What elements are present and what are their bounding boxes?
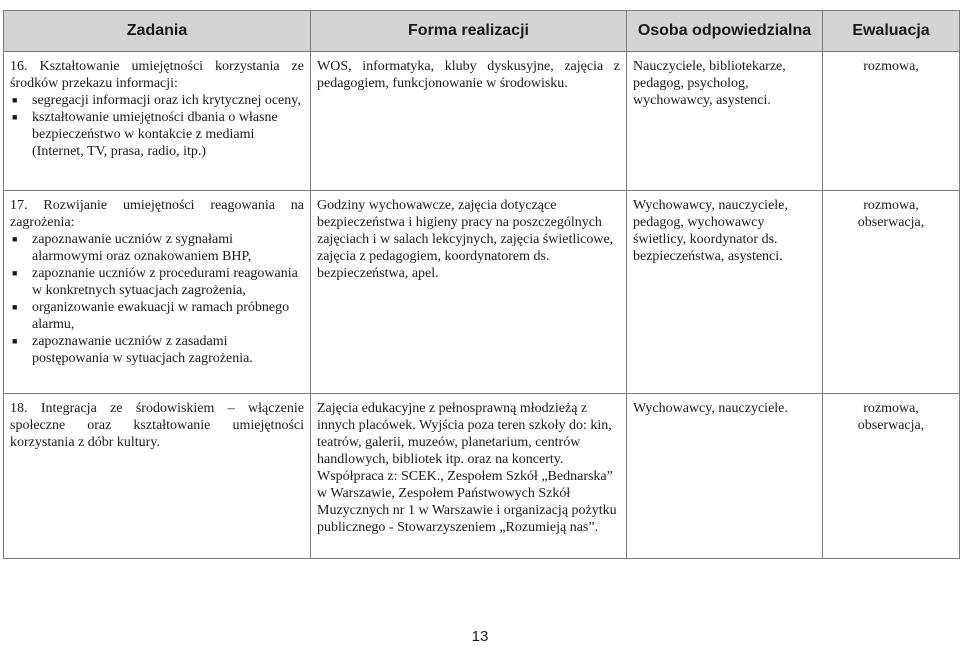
evaluation-cell: rozmowa, obserwacja, <box>823 394 960 559</box>
responsible-cell: Wychowawcy, nauczyciele. <box>627 394 823 559</box>
header-tasks: Zadania <box>4 11 311 52</box>
bullet-icon: ■ <box>12 336 18 346</box>
page-number: 13 <box>471 628 489 645</box>
list-item: ■ zapoznawanie uczniów z zasadami postępowania w sytuacjach zagrożenia. <box>12 334 253 366</box>
evaluation-cell: rozmowa, <box>823 52 960 191</box>
list-item: ■ kształtowanie umiejętności dbania o własne bezpieczeństwo w kontakcie z mediami (Internet, TV, prasa, radio, itp.) <box>12 110 278 159</box>
bullet-icon: ■ <box>12 234 18 244</box>
list-item: ■ organizowanie ewakuacji w ramach próbnego alarmu, <box>12 300 290 332</box>
form-cell: Godziny wychowawcze, zajęcia dotyczące bezpieczeństwa i higieny pracy na poszczególnych zajęciach i w salach lekcyjnych, zajęcia świetlicowe, zajęcia z pedagogiem, koordynatorem ds. bezpieczeństwa, apel. <box>311 191 627 394</box>
task-list <box>10 231 304 367</box>
task-cell <box>4 52 311 191</box>
table-row <box>4 394 960 559</box>
task-intro: 17. Rozwijanie umiejętności reagowania na zagrożenia: <box>10 198 304 230</box>
task-intro: 16. Kształtowanie umiejętności korzystania ze środków przekazu informacji: <box>10 59 304 91</box>
bullet-icon: ■ <box>12 302 18 312</box>
table-row <box>4 191 960 394</box>
list-item: ■ segregacji informacji oraz ich krytycznej oceny, <box>12 93 301 108</box>
table-row <box>4 52 960 191</box>
evaluation-cell: rozmowa, obserwacja, <box>823 191 960 394</box>
responsible-cell: Nauczyciele, bibliotekarze, pedagog, psycholog, wychowawcy, asystenci. <box>627 52 823 191</box>
task-cell <box>4 394 311 559</box>
bullet-icon: ■ <box>12 268 18 278</box>
header-form: Forma realizacji <box>311 11 627 52</box>
plan-table <box>3 10 960 559</box>
header-row <box>4 11 960 52</box>
list-item: ■ zapoznanie uczniów z procedurami reagowania w konkretnych sytuacjach zagrożenia, <box>12 266 298 298</box>
form-cell: Zajęcia edukacyjne z pełnosprawną młodzieżą z innych placówek. Wyjścia poza teren szkoły do: kin, teatrów, galerii, muzeów, planetarium, centrów handlowych, bibliotek itp. oraz na koncerty. Współpraca z: SCEK., Zespołem Szkół „Bednarska” w Warszawie, Zespołem Państwowych Szkół Muzycznych nr 1 w Warszawie i organizacją pożytku publicznego - Stowarzyszeniem „Rozumieją nas”. <box>311 394 627 559</box>
task-cell <box>4 191 311 394</box>
task-intro: 18. Integracja ze środowiskiem – włączenie społeczne oraz kształtowanie umiejętności korzystania z dóbr kultury. <box>10 401 304 450</box>
bullet-icon: ■ <box>12 112 18 122</box>
task-list <box>10 92 304 160</box>
responsible-cell: Wychowawcy, nauczyciele, pedagog, wychowawcy świetlicy, koordynator ds. bezpieczeństwa, asystenci. <box>627 191 823 394</box>
list-item: ■ zapoznawanie uczniów z sygnałami alarmowymi oraz oznakowaniem BHP, <box>12 232 252 264</box>
header-responsible: Osoba odpowiedzialna <box>627 11 823 52</box>
bullet-icon: ■ <box>12 95 18 105</box>
form-cell: WOS, informatyka, kluby dyskusyjne, zajęcia z pedagogiem, funkcjonowanie w środowisku. <box>311 52 627 191</box>
header-evaluation: Ewaluacja <box>823 11 960 52</box>
